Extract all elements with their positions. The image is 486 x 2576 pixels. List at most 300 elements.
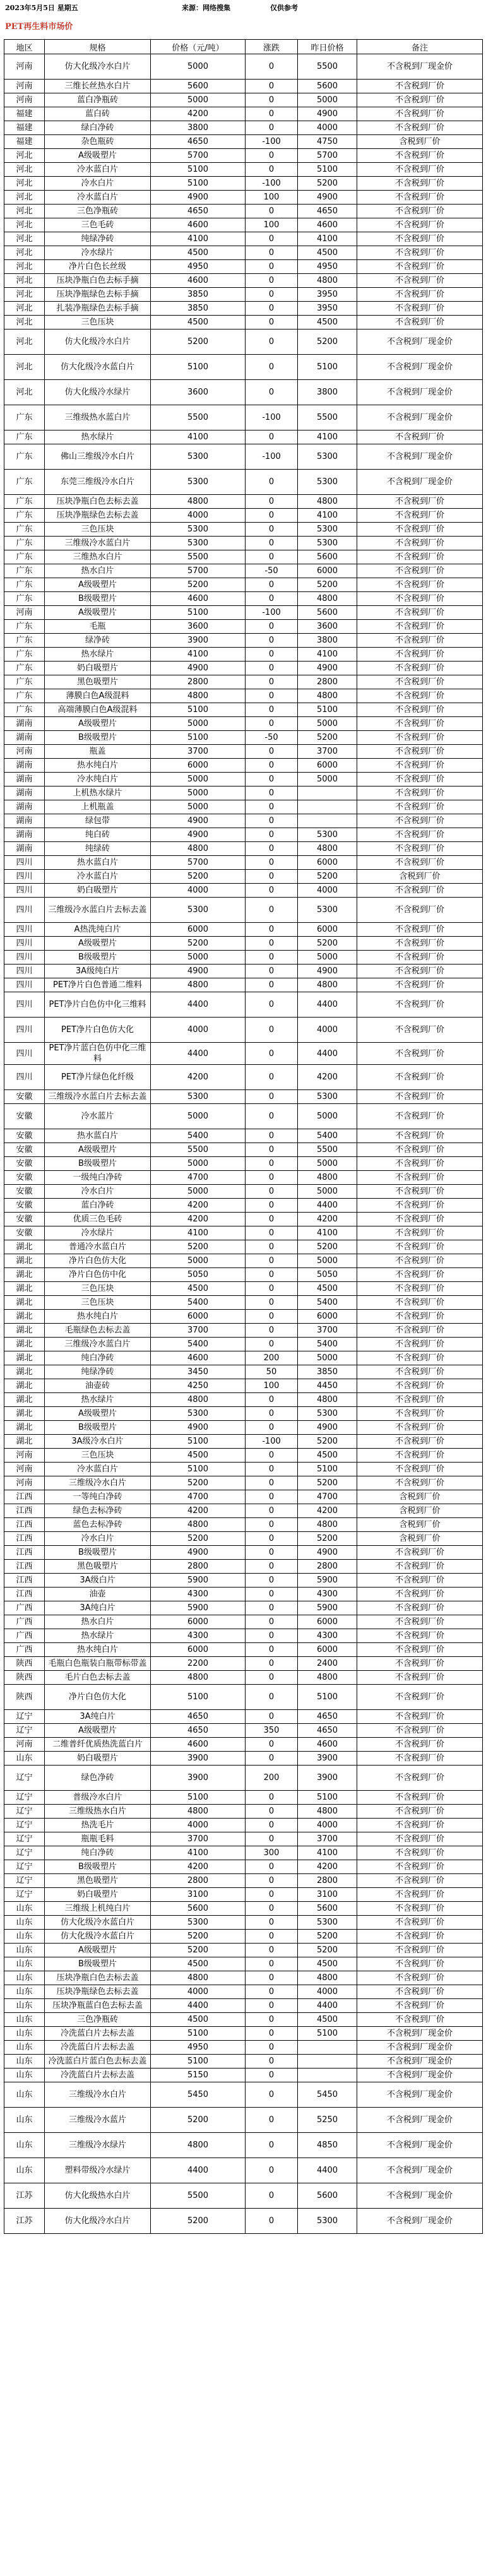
cell-previous-price xyxy=(298,2041,357,2055)
cell-region: 四川 xyxy=(4,992,45,1018)
table-row xyxy=(4,2209,483,2234)
table-row xyxy=(4,1944,483,1957)
cell-price: 4900 xyxy=(151,965,246,978)
cell-previous-price: 4650 xyxy=(298,1724,357,1738)
cell-spec: 绿色净砖 xyxy=(45,1766,151,1791)
cell-price: 4100 xyxy=(151,648,246,662)
cell-change: 0 xyxy=(246,274,298,288)
cell-change: 0 xyxy=(246,2108,298,2133)
cell-previous-price: 5300 xyxy=(298,523,357,537)
cell-remark: 不含税到厂价 xyxy=(357,218,483,232)
cell-previous-price: 4750 xyxy=(298,135,357,149)
cell-remark: 不含税到厂价 xyxy=(357,759,483,773)
cell-price: 5300 xyxy=(151,470,246,495)
cell-price: 3600 xyxy=(151,380,246,405)
cell-region: 广东 xyxy=(4,537,45,550)
cell-previous-price: 6000 xyxy=(298,856,357,870)
cell-price: 3700 xyxy=(151,1324,246,1338)
cell-change: 0 xyxy=(246,992,298,1018)
cell-region: 湖北 xyxy=(4,1421,45,1435)
cell-change: 0 xyxy=(246,1518,298,1532)
cell-remark: 不含税到厂现金价 xyxy=(357,54,483,80)
cell-spec: 黑色吸塑片 xyxy=(45,1560,151,1574)
cell-previous-price: 5100 xyxy=(298,703,357,717)
cell-spec: 瓶瓶毛料 xyxy=(45,1832,151,1846)
cell-price: 3850 xyxy=(151,288,246,302)
cell-remark: 不含税到厂价 xyxy=(357,1791,483,1805)
cell-change: 0 xyxy=(246,1615,298,1629)
cell-previous-price: 5200 xyxy=(298,1476,357,1490)
cell-change: 0 xyxy=(246,662,298,675)
cell-spec: 三色压块 xyxy=(45,1449,151,1463)
table-row xyxy=(4,107,483,121)
cell-remark: 不含税到厂价 xyxy=(357,246,483,260)
cell-region: 广东 xyxy=(4,578,45,592)
cell-change: 0 xyxy=(246,2027,298,2041)
cell-price: 4800 xyxy=(151,689,246,703)
cell-previous-price: 4500 xyxy=(298,1957,357,1971)
cell-spec: 奶白吸塑片 xyxy=(45,884,151,898)
table-row xyxy=(4,1393,483,1407)
table-row xyxy=(4,444,483,470)
cell-region: 河南 xyxy=(4,745,45,759)
table-row xyxy=(4,1832,483,1846)
cell-change: 0 xyxy=(246,884,298,898)
table-row xyxy=(4,731,483,745)
cell-region: 四川 xyxy=(4,937,45,951)
table-row xyxy=(4,550,483,564)
cell-previous-price: 5200 xyxy=(298,329,357,355)
table-row xyxy=(4,537,483,550)
cell-remark: 不含税到厂价 xyxy=(357,430,483,444)
table-row xyxy=(4,1268,483,1282)
cell-price: 4200 xyxy=(151,1213,246,1226)
cell-previous-price: 5050 xyxy=(298,1268,357,1282)
cell-remark: 不含税到厂价 xyxy=(357,509,483,523)
cell-spec: 压块净瓶绿色去标手摘 xyxy=(45,288,151,302)
cell-price: 5100 xyxy=(151,703,246,717)
cell-remark: 不含税到厂价 xyxy=(357,1018,483,1043)
cell-previous-price: 3950 xyxy=(298,288,357,302)
cell-change: 0 xyxy=(246,1860,298,1874)
table-row xyxy=(4,430,483,444)
cell-region: 辽宁 xyxy=(4,1724,45,1738)
cell-previous-price: 2800 xyxy=(298,1874,357,1888)
cell-region: 广西 xyxy=(4,1601,45,1615)
table-row xyxy=(4,1805,483,1819)
cell-previous-price: 4200 xyxy=(298,1860,357,1874)
cell-region: 广东 xyxy=(4,564,45,578)
cell-spec: 仿大化级冷水白片 xyxy=(45,329,151,355)
table-row xyxy=(4,870,483,884)
cell-region: 河北 xyxy=(4,329,45,355)
cell-remark: 含税到厂价 xyxy=(357,1518,483,1532)
cell-previous-price: 3100 xyxy=(298,1888,357,1902)
cell-remark: 不含税到厂价 xyxy=(357,620,483,634)
cell-price: 6000 xyxy=(151,923,246,937)
cell-previous-price: 4650 xyxy=(298,205,357,218)
cell-spec: 热水蓝白片 xyxy=(45,1129,151,1143)
cell-remark: 不含税到厂现金价 xyxy=(357,2133,483,2158)
cell-previous-price: 5300 xyxy=(298,537,357,550)
table-row xyxy=(4,1532,483,1546)
cell-spec: 三维长丝热水白片 xyxy=(45,80,151,93)
cell-region: 福建 xyxy=(4,107,45,121)
cell-price: 5500 xyxy=(151,550,246,564)
cell-remark: 不含税到厂价 xyxy=(357,1832,483,1846)
cell-region: 湖北 xyxy=(4,1296,45,1310)
cell-change: 0 xyxy=(246,745,298,759)
cell-remark: 不含税到厂价 xyxy=(357,703,483,717)
cell-region: 湖北 xyxy=(4,1282,45,1296)
cell-price: 4700 xyxy=(151,1490,246,1504)
cell-previous-price: 3950 xyxy=(298,302,357,316)
cell-remark: 不含税到厂价 xyxy=(357,965,483,978)
cell-change: 0 xyxy=(246,978,298,992)
cell-remark: 不含税到厂价 xyxy=(357,1143,483,1157)
table-row xyxy=(4,717,483,731)
cell-previous-price: 6000 xyxy=(298,923,357,937)
cell-change: 0 xyxy=(246,1902,298,1916)
cell-region: 山东 xyxy=(4,1999,45,2013)
cell-change: 0 xyxy=(246,592,298,606)
cell-previous-price: 4800 xyxy=(298,978,357,992)
cell-region: 山东 xyxy=(4,2158,45,2183)
cell-price: 5100 xyxy=(151,2055,246,2069)
cell-remark: 不含税到厂现金价 xyxy=(357,380,483,405)
cell-change: 0 xyxy=(246,1090,298,1104)
cell-region: 湖北 xyxy=(4,1351,45,1365)
cell-previous-price: 5100 xyxy=(298,1463,357,1476)
table-row xyxy=(4,1338,483,1351)
cell-change: 0 xyxy=(246,246,298,260)
cell-region: 广东 xyxy=(4,444,45,470)
cell-remark: 不含税到厂价 xyxy=(357,121,483,135)
cell-previous-price: 5300 xyxy=(298,898,357,923)
cell-remark: 不含税到厂价 xyxy=(357,1999,483,2013)
cell-remark: 不含税到厂价 xyxy=(357,1296,483,1310)
cell-change: 0 xyxy=(246,470,298,495)
cell-remark: 不含税到厂价 xyxy=(357,731,483,745)
cell-region: 河北 xyxy=(4,205,45,218)
cell-remark: 不含税到厂价 xyxy=(357,260,483,274)
cell-change: 0 xyxy=(246,93,298,107)
cell-price: 4100 xyxy=(151,1846,246,1860)
table-row xyxy=(4,992,483,1018)
cell-change: 0 xyxy=(246,232,298,246)
cell-previous-price: 5200 xyxy=(298,1930,357,1944)
cell-remark: 不含税到厂价 xyxy=(357,1199,483,1213)
table-row xyxy=(4,1065,483,1090)
cell-region: 河北 xyxy=(4,177,45,191)
cell-price: 4500 xyxy=(151,1957,246,1971)
cell-previous-price: 4400 xyxy=(298,992,357,1018)
cell-change: 0 xyxy=(246,1504,298,1518)
cell-remark: 不含税到厂价 xyxy=(357,1365,483,1379)
table-row xyxy=(4,2158,483,2183)
cell-price: 5200 xyxy=(151,578,246,592)
cell-region: 江西 xyxy=(4,1560,45,1574)
cell-price: 4000 xyxy=(151,509,246,523)
cell-remark: 不含税到厂价 xyxy=(357,1574,483,1588)
cell-change: 50 xyxy=(246,1365,298,1379)
cell-remark: 不含税到厂价 xyxy=(357,1185,483,1199)
cell-remark: 不含税到厂价 xyxy=(357,1724,483,1738)
cell-previous-price: 4850 xyxy=(298,2133,357,2158)
cell-change: 0 xyxy=(246,923,298,937)
cell-previous-price: 4700 xyxy=(298,1490,357,1504)
cell-previous-price: 5100 xyxy=(298,2027,357,2041)
cell-price: 4650 xyxy=(151,1724,246,1738)
cell-change: 0 xyxy=(246,1157,298,1171)
cell-price: 4950 xyxy=(151,2041,246,2055)
cell-price: 5700 xyxy=(151,856,246,870)
cell-change: 0 xyxy=(246,1018,298,1043)
cell-previous-price: 5300 xyxy=(298,1090,357,1104)
table-row xyxy=(4,1407,483,1421)
cell-region: 江西 xyxy=(4,1518,45,1532)
table-row xyxy=(4,1766,483,1791)
table-row xyxy=(4,149,483,163)
table-row xyxy=(4,1282,483,1296)
table-row xyxy=(4,523,483,537)
cell-price: 5100 xyxy=(151,177,246,191)
table-row xyxy=(4,302,483,316)
table-row xyxy=(4,2027,483,2041)
table-row xyxy=(4,564,483,578)
cell-price: 3900 xyxy=(151,634,246,648)
cell-price: 4500 xyxy=(151,1282,246,1296)
cell-remark: 不含税到厂价 xyxy=(357,1601,483,1615)
table-row xyxy=(4,1435,483,1449)
table-row xyxy=(4,1143,483,1157)
cell-region: 广西 xyxy=(4,1629,45,1643)
report-header xyxy=(4,0,482,15)
table-row xyxy=(4,1846,483,1860)
cell-price: 4000 xyxy=(151,1018,246,1043)
cell-previous-price: 4400 xyxy=(298,1199,357,1213)
cell-price: 4100 xyxy=(151,232,246,246)
table-row xyxy=(4,1310,483,1324)
cell-price: 4800 xyxy=(151,2133,246,2158)
cell-price: 4800 xyxy=(151,1518,246,1532)
cell-change: 0 xyxy=(246,1888,298,1902)
cell-remark: 不含税到厂价 xyxy=(357,842,483,856)
cell-spec: 三维级上机纯白片 xyxy=(45,1902,151,1916)
table-row xyxy=(4,1560,483,1574)
cell-price: 4400 xyxy=(151,1999,246,2013)
table-row xyxy=(4,675,483,689)
cell-remark: 不含税到厂价 xyxy=(357,149,483,163)
cell-previous-price: 3850 xyxy=(298,1365,357,1379)
cell-price: 5500 xyxy=(151,2183,246,2209)
cell-price: 5600 xyxy=(151,80,246,93)
column-header-price: 价格（元/吨） xyxy=(151,40,246,54)
cell-change: 100 xyxy=(246,1379,298,1393)
cell-change: 0 xyxy=(246,288,298,302)
cell-price: 5300 xyxy=(151,537,246,550)
cell-spec: 冷水绿片 xyxy=(45,1226,151,1240)
table-row xyxy=(4,1379,483,1393)
cell-remark: 不含税到厂现金价 xyxy=(357,355,483,380)
cell-price: 4800 xyxy=(151,1393,246,1407)
table-row xyxy=(4,1463,483,1476)
cell-remark: 不含税到厂价 xyxy=(357,1671,483,1685)
cell-previous-price: 5200 xyxy=(298,937,357,951)
cell-previous-price: 4300 xyxy=(298,1629,357,1643)
cell-region: 辽宁 xyxy=(4,1805,45,1819)
cell-change: -100 xyxy=(246,606,298,620)
cell-price: 4900 xyxy=(151,191,246,205)
table-row xyxy=(4,620,483,634)
cell-remark: 不含税到厂价 xyxy=(357,1615,483,1629)
cell-region: 湖北 xyxy=(4,1393,45,1407)
cell-previous-price: 3700 xyxy=(298,1324,357,1338)
table-row xyxy=(4,856,483,870)
cell-spec: 三维级冷水蓝白片 xyxy=(45,1338,151,1351)
table-row xyxy=(4,2183,483,2209)
cell-previous-price: 5300 xyxy=(298,470,357,495)
cell-previous-price: 4500 xyxy=(298,2013,357,2027)
cell-region: 四川 xyxy=(4,951,45,965)
cell-region: 江西 xyxy=(4,1532,45,1546)
cell-price: 3600 xyxy=(151,620,246,634)
cell-previous-price: 5400 xyxy=(298,1129,357,1143)
cell-previous-price: 3900 xyxy=(298,1766,357,1791)
cell-previous-price: 3700 xyxy=(298,745,357,759)
cell-previous-price: 5200 xyxy=(298,870,357,884)
cell-change: 0 xyxy=(246,1407,298,1421)
cell-remark: 不含税到厂价 xyxy=(357,495,483,509)
cell-previous-price: 5900 xyxy=(298,1574,357,1588)
cell-change: 0 xyxy=(246,634,298,648)
cell-previous-price: 4400 xyxy=(298,1999,357,2013)
table-row xyxy=(4,2133,483,2158)
cell-region: 河北 xyxy=(4,260,45,274)
cell-remark: 不含税到厂价 xyxy=(357,786,483,800)
cell-price: 5200 xyxy=(151,1240,246,1254)
cell-price: 5700 xyxy=(151,564,246,578)
cell-region: 湖北 xyxy=(4,1407,45,1421)
cell-region: 安徽 xyxy=(4,1226,45,1240)
table-row xyxy=(4,1874,483,1888)
cell-remark: 不含税到厂价 xyxy=(357,93,483,107)
table-row xyxy=(4,703,483,717)
cell-region: 四川 xyxy=(4,1065,45,1090)
cell-remark: 不含税到厂价 xyxy=(357,1657,483,1671)
cell-previous-price: 4900 xyxy=(298,107,357,121)
cell-spec: 热水纯白片 xyxy=(45,759,151,773)
cell-region: 安徽 xyxy=(4,1213,45,1226)
report-source: 来源：网络搜集 xyxy=(182,4,230,12)
cell-spec: 仿大化级冷水蓝白片 xyxy=(45,1916,151,1930)
cell-price: 5100 xyxy=(151,355,246,380)
cell-change: 0 xyxy=(246,260,298,274)
column-header-change: 涨跌 xyxy=(246,40,298,54)
cell-change: 0 xyxy=(246,1874,298,1888)
cell-price: 6000 xyxy=(151,759,246,773)
column-header-remark: 备注 xyxy=(357,40,483,54)
cell-remark: 不含税到厂价 xyxy=(357,951,483,965)
cell-region: 湖北 xyxy=(4,1324,45,1338)
cell-region: 安徽 xyxy=(4,1143,45,1157)
table-row xyxy=(4,2041,483,2055)
cell-remark: 不含税到厂价 xyxy=(357,1902,483,1916)
cell-remark: 不含税到厂价 xyxy=(357,1888,483,1902)
cell-remark: 不含税到厂价 xyxy=(357,648,483,662)
cell-price: 5200 xyxy=(151,1944,246,1957)
table-row xyxy=(4,1999,483,2013)
cell-change: 0 xyxy=(246,163,298,177)
cell-region: 山东 xyxy=(4,2055,45,2069)
cell-region: 河北 xyxy=(4,246,45,260)
cell-spec: 冷水蓝片 xyxy=(45,1104,151,1129)
cell-spec: 冷水蓝白片 xyxy=(45,163,151,177)
cell-price: 5300 xyxy=(151,1916,246,1930)
cell-change: -100 xyxy=(246,135,298,149)
cell-previous-price: 5600 xyxy=(298,80,357,93)
cell-remark: 不含税到厂价 xyxy=(357,1944,483,1957)
cell-change: 0 xyxy=(246,1601,298,1615)
cell-previous-price: 5000 xyxy=(298,1185,357,1199)
cell-price: 5200 xyxy=(151,2209,246,2234)
cell-price: 4800 xyxy=(151,1805,246,1819)
table-row xyxy=(4,1574,483,1588)
table-row xyxy=(4,1685,483,1710)
cell-previous-price: 4100 xyxy=(298,648,357,662)
cell-remark: 不含税到厂价 xyxy=(357,1752,483,1766)
cell-spec: 三维级冷水蓝白片去标去盖 xyxy=(45,1090,151,1104)
cell-spec: 蓝色去标净砖 xyxy=(45,1518,151,1532)
cell-change: 0 xyxy=(246,1643,298,1657)
cell-remark: 不含税到厂价 xyxy=(357,1546,483,1560)
table-row xyxy=(4,1018,483,1043)
table-row xyxy=(4,1240,483,1254)
cell-region: 河南 xyxy=(4,1449,45,1463)
table-row xyxy=(4,1324,483,1338)
cell-remark: 不含税到厂价 xyxy=(357,1240,483,1254)
cell-region: 广东 xyxy=(4,495,45,509)
cell-previous-price: 4800 xyxy=(298,1805,357,1819)
cell-change: 0 xyxy=(246,856,298,870)
cell-price: 4500 xyxy=(151,2013,246,2027)
cell-change: 100 xyxy=(246,218,298,232)
cell-spec: 热水绿片 xyxy=(45,430,151,444)
cell-previous-price: 2400 xyxy=(298,1657,357,1671)
cell-region: 山东 xyxy=(4,1971,45,1985)
cell-spec: 毛片白色去标去盖 xyxy=(45,1671,151,1685)
cell-price: 4800 xyxy=(151,1971,246,1985)
cell-remark: 不含税到厂价 xyxy=(357,856,483,870)
cell-previous-price: 4800 xyxy=(298,689,357,703)
cell-change: 0 xyxy=(246,1476,298,1490)
cell-remark: 不含税到厂价 xyxy=(357,1310,483,1324)
cell-price: 5400 xyxy=(151,1296,246,1310)
column-header-previous-price: 昨日价格 xyxy=(298,40,357,54)
cell-previous-price: 4600 xyxy=(298,218,357,232)
table-row xyxy=(4,842,483,856)
cell-previous-price: 5000 xyxy=(298,1254,357,1268)
cell-region: 广西 xyxy=(4,1615,45,1629)
cell-remark: 不含税到厂价 xyxy=(357,1268,483,1282)
cell-price: 3900 xyxy=(151,1766,246,1791)
cell-previous-price: 4100 xyxy=(298,1846,357,1860)
cell-region: 安徽 xyxy=(4,1090,45,1104)
cell-previous-price: 5500 xyxy=(298,1143,357,1157)
cell-price: 5500 xyxy=(151,405,246,430)
table-row xyxy=(4,288,483,302)
table-row xyxy=(4,606,483,620)
